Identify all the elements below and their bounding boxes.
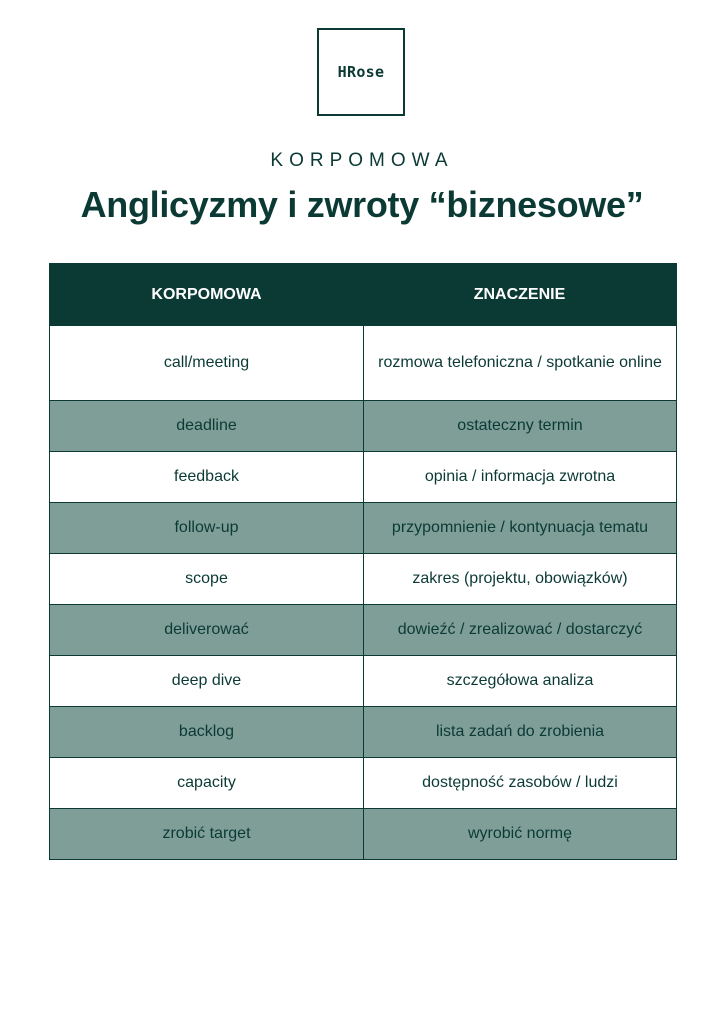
meaning-cell: przypomnienie / kontynuacja tematu (363, 503, 676, 553)
meaning-cell: opinia / informacja zwrotna (363, 452, 676, 502)
glossary-table (49, 263, 677, 860)
term-cell: feedback (174, 468, 239, 485)
table-row (50, 451, 676, 502)
table-row (50, 706, 676, 757)
term-cell: scope (185, 570, 228, 587)
term-cell: deliverować (164, 621, 249, 638)
table-row (50, 502, 676, 553)
term-cell: backlog (178, 723, 235, 740)
table-row (50, 400, 676, 451)
table-row (50, 553, 676, 604)
meaning-cell: zakres (projektu, obowiązków) (363, 554, 676, 604)
table-row (50, 808, 676, 859)
table-row (50, 655, 676, 706)
meaning-cell: lista zadań do zrobienia (363, 707, 676, 757)
term-cell: deep dive (171, 672, 242, 689)
term-cell: call/meeting (163, 354, 250, 371)
logo (317, 28, 405, 116)
table-header-row (50, 264, 676, 325)
term-cell: follow-up (174, 519, 239, 536)
meaning-cell: dowieźć / zrealizować / dostarczyć (363, 605, 676, 655)
column-header-meaning: ZNACZENIE (473, 285, 566, 303)
meaning-cell: szczegółowa analiza (363, 656, 676, 706)
logo-text: HRose (337, 63, 385, 81)
meaning-cell: wyrobić normę (363, 809, 676, 859)
term-cell: deadline (176, 417, 237, 434)
column-header-term: KORPOMOWA (151, 285, 262, 303)
table-row (50, 604, 676, 655)
meaning-cell: rozmowa telefoniczna / spotkanie online (363, 326, 676, 400)
table-row (50, 757, 676, 808)
term-cell: capacity (177, 774, 236, 791)
page-title: Anglicyzmy i zwroty “biznesowe” (80, 184, 644, 225)
table-row (50, 325, 676, 400)
term-cell: zrobić target (162, 825, 251, 842)
page-eyebrow: KORPOMOWA (270, 150, 454, 171)
meaning-cell: ostateczny termin (363, 401, 676, 451)
meaning-cell: dostępność zasobów / ludzi (363, 758, 676, 808)
